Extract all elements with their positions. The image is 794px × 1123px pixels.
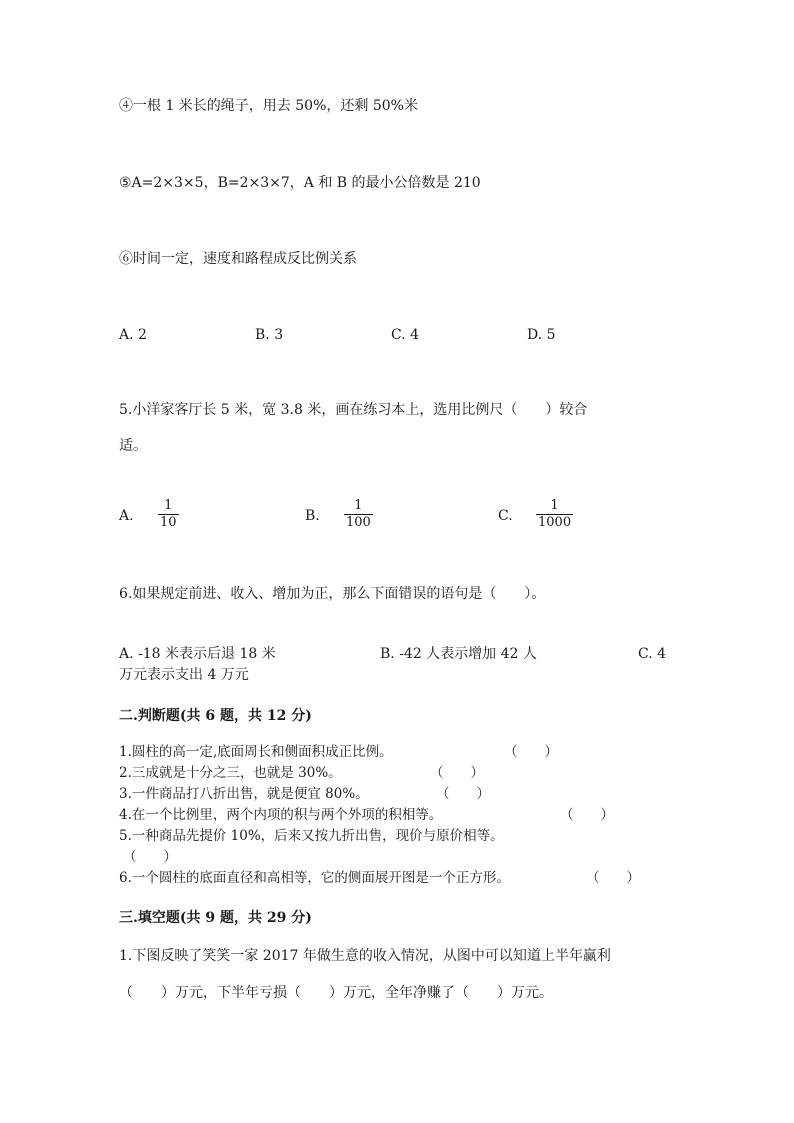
q5-option-b-label: B. <box>305 508 320 524</box>
q6-option-a: A. -18 米表示后退 18 米 <box>119 646 276 662</box>
tf-item-6: 6.一个圆柱的底面直径和高相等，它的侧面展开图是一个正方形。 <box>119 870 510 886</box>
fill-q1-line2: （ ）万元，下半年亏损（ ）万元，全年净赚了（ ）万元。 <box>119 985 553 1001</box>
tf-item-3-paren: （ ） <box>436 786 490 802</box>
fill-q1-line1: 1.下图反映了笑笑一家 2017 年做生意的收入情况，从图中可以知道上半年赢利 <box>119 948 611 964</box>
q5-option-a-fraction <box>158 499 179 530</box>
q6-option-c: C. 4 <box>638 646 667 662</box>
fraction-denominator: 10 <box>160 515 177 530</box>
tf-item-5: 5.一种商品先提价 10%，后来又按九折出售，现价与原价相等。 <box>119 828 504 844</box>
fraction-denominator: 1000 <box>538 515 572 530</box>
fraction-numerator: 1 <box>550 498 559 513</box>
q5-option-a-label: A. <box>119 508 134 524</box>
tf-item-4: 4.在一个比例里，两个内项的积与两个外项的积相等。 <box>119 807 443 823</box>
q5-option-b-fraction <box>344 499 373 530</box>
q4-statement-4: ④一根 1 米长的绳子，用去 50%，还剩 50%米 <box>119 98 418 114</box>
q5-stem-line1: 5.小洋家客厅长 5 米，宽 3.8 米，画在练习本上，选用比例尺（ ）较合 <box>119 402 588 418</box>
q4-option-a: A. 2 <box>119 327 147 343</box>
tf-item-3: 3.一件商品打八折出售，就是便宜 80%。 <box>119 786 369 802</box>
q6-stem: 6.如果规定前进、收入、增加为正，那么下面错误的语句是（ ）。 <box>119 586 546 602</box>
tf-item-4-paren: （ ） <box>560 807 614 823</box>
q6-option-b: B. -42 人表示增加 42 人 <box>380 646 537 662</box>
q5-stem-line2: 适。 <box>119 438 147 454</box>
q4-option-c: C. 4 <box>391 327 420 343</box>
q4-option-d: D. 5 <box>527 327 556 343</box>
fraction-denominator: 100 <box>346 515 371 530</box>
tf-item-2: 2.三成就是十分之三，也就是 30%。 <box>119 765 342 781</box>
section-3-title: 三.填空题(共 9 题，共 29 分) <box>119 910 312 926</box>
tf-item-5-paren: （ ） <box>123 849 177 865</box>
q4-option-b: B. 3 <box>255 327 284 343</box>
tf-item-6-paren: （ ） <box>586 870 640 886</box>
section-2-title: 二.判断题(共 6 题，共 12 分) <box>119 708 312 724</box>
q5-option-c-label: C. <box>498 508 513 524</box>
q5-option-c-fraction <box>536 499 573 530</box>
q6-option-c-continued: 万元表示支出 4 万元 <box>119 667 249 683</box>
q4-statement-5: ⑤A=2×3×5，B=2×3×7，A 和 B 的最小公倍数是 210 <box>119 175 481 191</box>
fraction-numerator: 1 <box>354 498 363 513</box>
tf-item-1-paren: （ ） <box>504 744 558 760</box>
tf-item-1: 1.圆柱的高一定,底面周长和侧面积成正比例。 <box>119 744 393 760</box>
q4-statement-6: ⑥时间一定，速度和路程成反比例关系 <box>119 251 357 267</box>
fraction-numerator: 1 <box>164 498 173 513</box>
tf-item-2-paren: （ ） <box>430 765 484 781</box>
